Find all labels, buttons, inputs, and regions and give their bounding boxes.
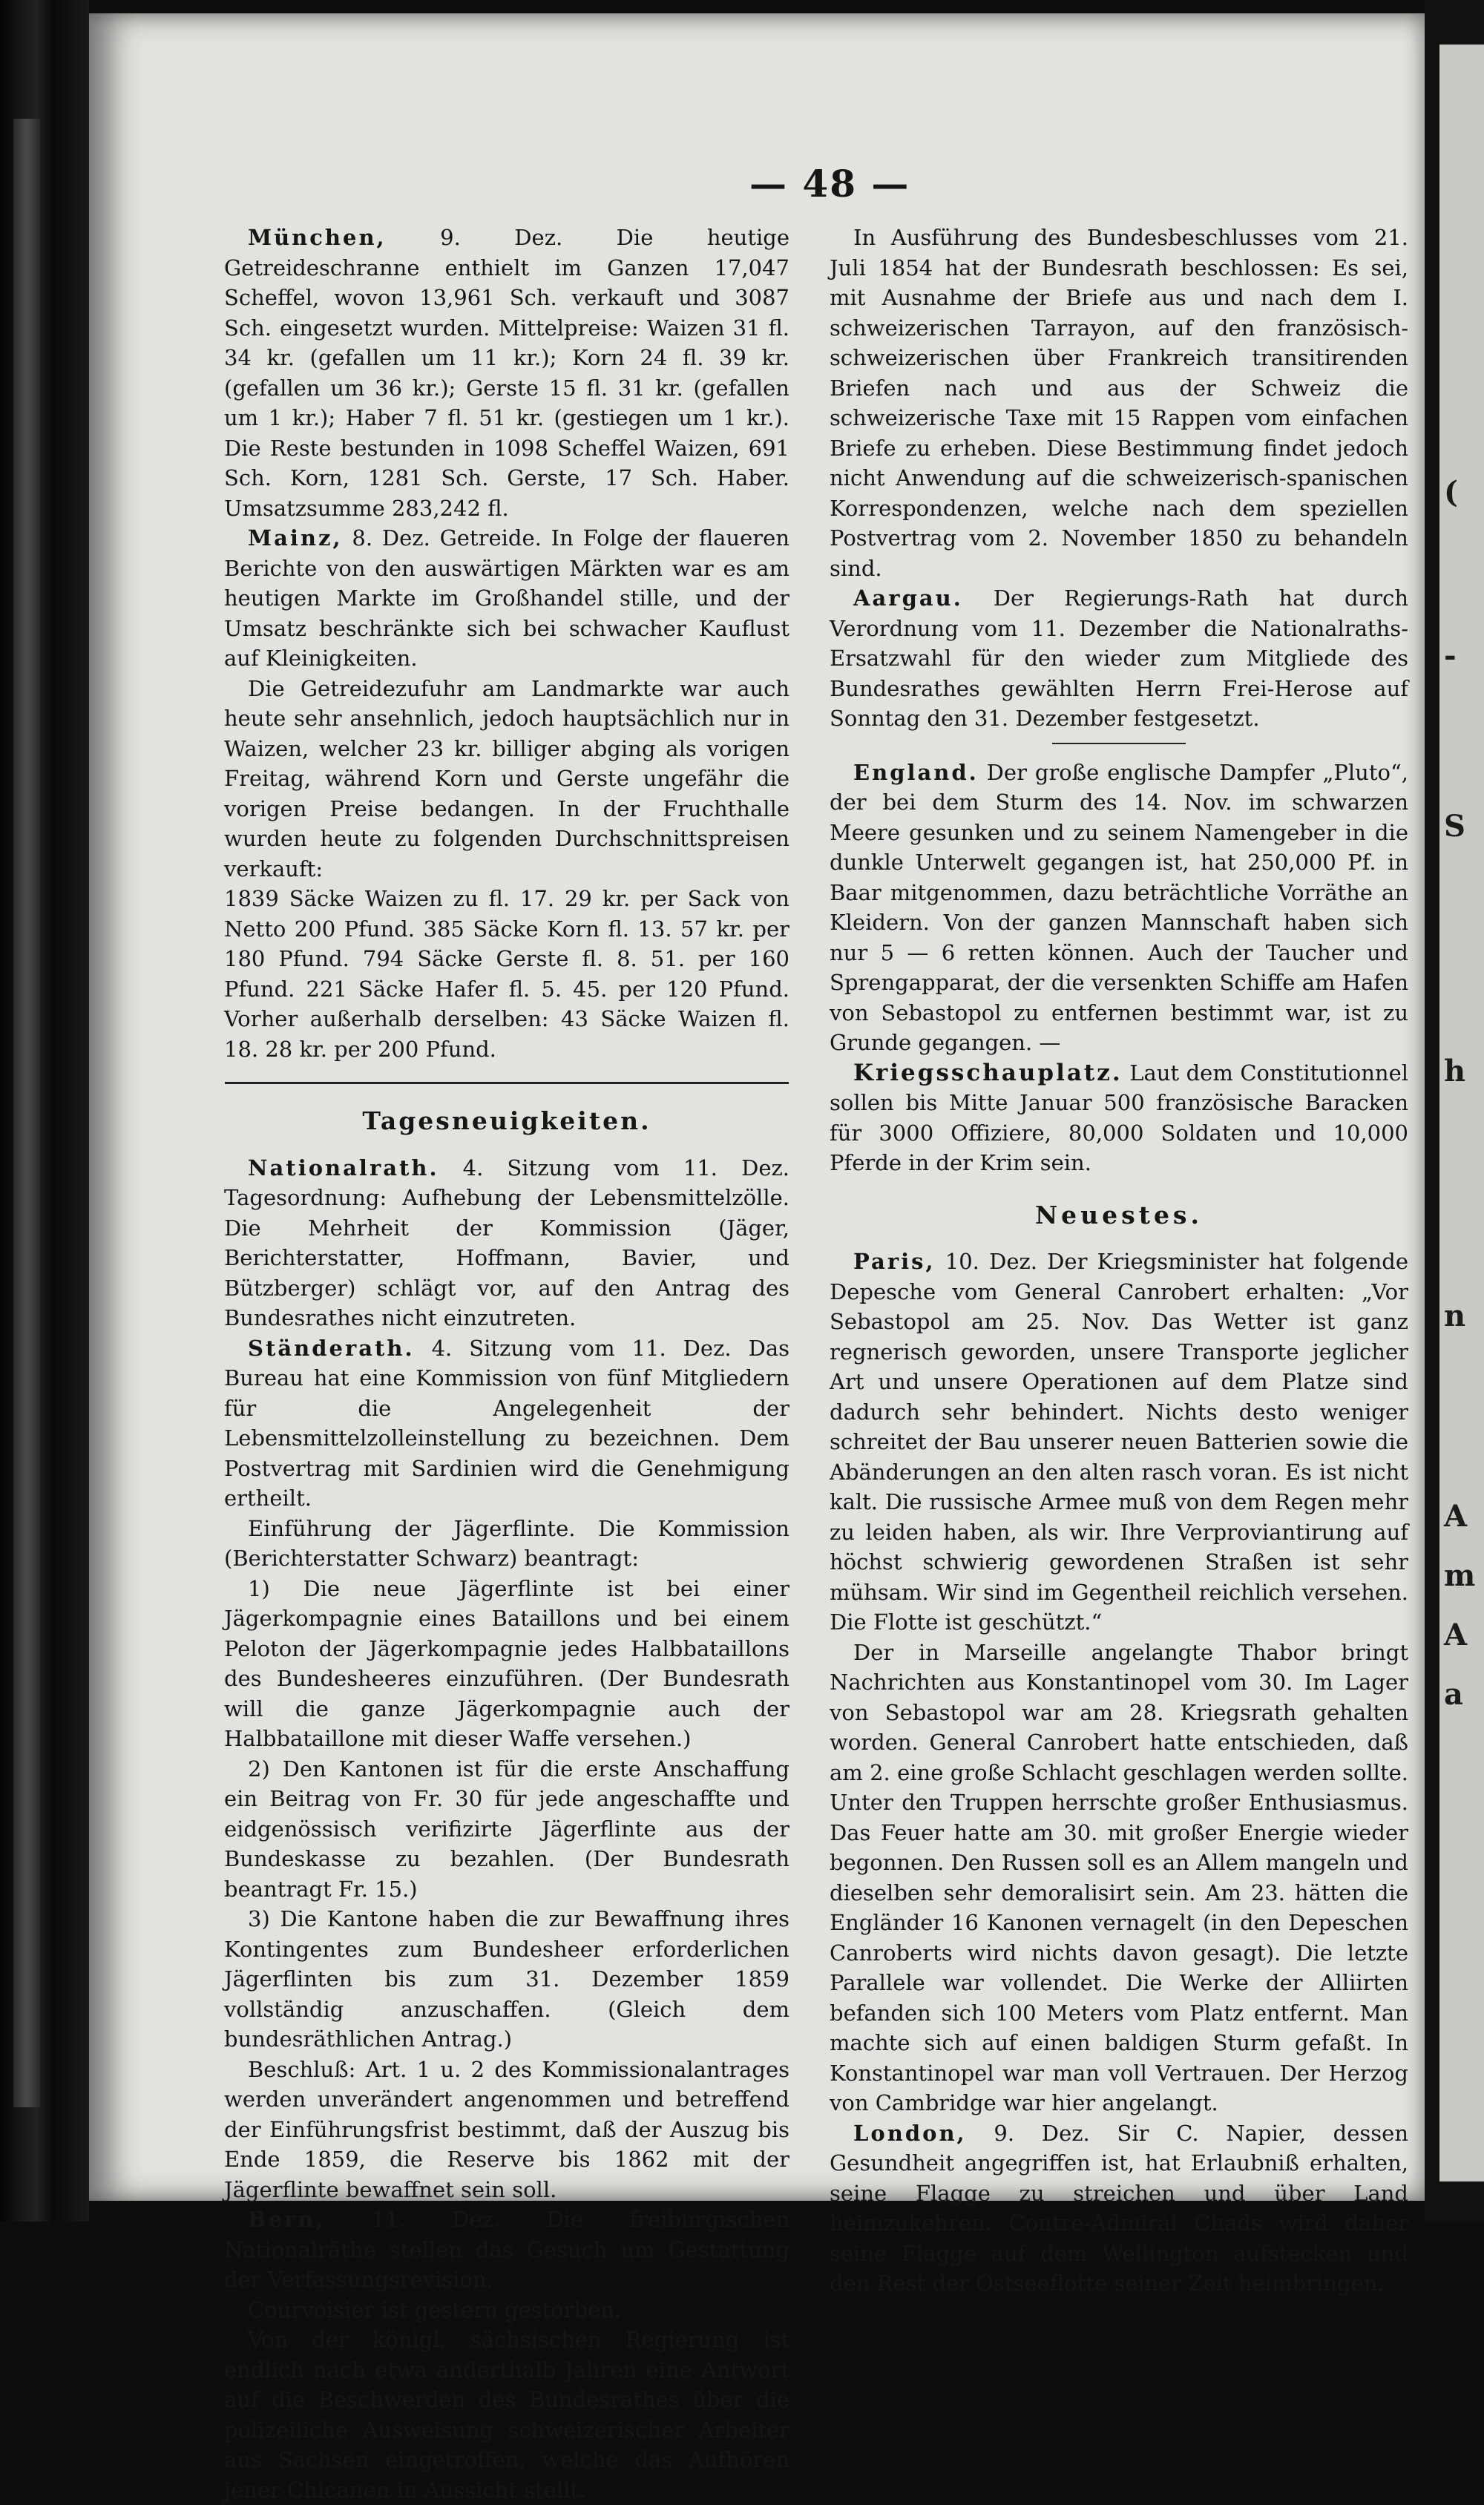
dateline: Aargau. xyxy=(853,585,963,611)
article-paragraph: 1) Die neue Jägerflinte ist bei einer Jägerkompagnie eines Bataillons und bei einem Peloton der Jägerkompagnie jedes Halbbataillons des Bundesheeres einzuführen. (Der Bundesrath will die ganze Jägerkompagnie auch der Halbbataillone mit dieser Waffe versehen.) xyxy=(224,1575,789,1751)
article-text: 9. Dez. Die heutige Getreideschranne enthielt im Ganzen 17,047 Scheffel, wovon 13,961 Sch. verkauft und 3087 Sch. eingesetzt wurden. Mittelpreise: Waizen 31 fl. 34 kr. (gefallen um 11 kr.); Korn 24 fl. 39 kr. (gefallen um 36 kr.); Gerste 15 fl. 31 kr. (gefallen um 1 kr.); Haber 7 fl. 51 kr. (gestiegen um 1 kr.). Die Reste bestunden in 1098 Scheffel Waizen, 691 Sch. Korn, 1281 Sch. Gerste, 17 Sch. Haber. Umsatzsumme 283,242 fl. xyxy=(224,225,790,521)
edge-fragment: n xyxy=(1444,1299,1466,1333)
article-paragraph: Der in Marseille angelangte Thabor bringt Nachrichten aus Konstantinopel vom 30. Im Lager von Sebastopol war am 28. Kriegsrath gehalten worden. General Canrobert hatte entschieden, daß am 2. eine große Schlacht geschlagen werden sollte. Unter den Truppen herrschte großer Enthusiasmus. Das Feuer hatte am 30. mit großer Energie wieder begonnen. Den Russen soll es an Allem mangeln und dieselben sehr demoralisirt sein. Am 23. hätten die Engländer 16 Kanonen vernagelt (in den Depeschen Canroberts wird nichts davon gesagt). Die letzte Parallele war vollendet. Die Werke der Alliirten befanden sich 100 Meters vom Platz entfernt. Man machte sich auf einen baldigen Sturm gefaßt. In Konstantinopel war man voll Vertrauen. Der Herzog von Cambridge war hier angelangt. xyxy=(830,1639,1408,2115)
dateline: Ständerath. xyxy=(248,1335,415,1361)
article-text: 8. Dez. Getreide. In Folge der flaueren Berichte von den auswärtigen Märkten war es am heutigen Markte im Großhandel stille, und der Umsatz beschränkte sich bei schwacher Kauflust auf Kleinigkeiten. xyxy=(224,525,789,671)
edge-fragment: ( xyxy=(1444,475,1458,510)
article-paragraph: In Ausführung des Bundesbeschlusses vom 21. Juli 1854 hat der Bundesrath beschlossen: Es sei, mit Ausnahme der Briefe aus und nach dem I. schweizerischen Tarrayon, auf den französisch-schweizerischen über Frankreich transitirenden Briefen nach und aus der Schweiz die schweizerische Taxe mit 15 Rappen vom einfachen Briefe zu erheben. Diese Bestimmung findet jedoch nicht Anwendung auf die schweizerisch-spanischen Korrespondenzen, welche nach dem speziellen Postvertrag vom 2. November 1850 zu behandeln sind. xyxy=(830,225,1408,581)
adjacent-page-sheet xyxy=(1439,45,1484,2181)
dateline: München, xyxy=(248,225,387,250)
edge-fragment: A xyxy=(1444,1618,1468,1652)
edge-fragment: S xyxy=(1444,809,1465,844)
section-rule xyxy=(1052,743,1186,744)
article-munich xyxy=(224,223,789,523)
article-london xyxy=(830,2118,1408,2299)
article-aargau xyxy=(830,583,1408,734)
article-paragraph: Von der königl. sächsischen Regierung ist endlich nach etwa anderthalb Jahren eine Antwort auf die Beschwerden des Bundesrathes über die polizeiliche Ausweisung schweizerischer Arbeiter aus Sachsen eingetroffen, welche das Aufhören jener Chicanen in Aussicht stellt. xyxy=(224,2327,789,2503)
section-heading: Tagesneuigkeiten. xyxy=(362,1106,651,1135)
article-paragraph: Beschluß: Art. 1 u. 2 des Kommissionalantrages werden unverändert angenommen und betreffend der Einführungsfrist bestimmt, daß der Auszug bis Ende 1859, die Reserve bis 1862 mit der Jägerflinte bewaffnet sein soll. xyxy=(224,2056,789,2202)
article-paris xyxy=(830,1247,1408,1638)
article-text: 4. Sitzung vom 11. Dez. Das Bureau hat eine Kommission von fünf Mitgliedern für die Angelegenheit der Lebensmittelzolleinstellung zu bezeichnen. Dem Postvertrag mit Sardinien wird die Genehmigung ertheilt. xyxy=(224,1335,789,1511)
article-text: 11. Dez. Die freiburgischen Nationalräthe stellen das Gesuch um Gestattung der Verfassungsrevision. xyxy=(224,2207,789,2292)
dateline: Nationalrath. xyxy=(248,1155,439,1181)
edge-fragment: - xyxy=(1444,638,1457,673)
edge-fragment: m xyxy=(1444,1558,1476,1593)
dateline: Paris, xyxy=(853,1249,936,1274)
section-rule xyxy=(225,1082,789,1084)
edge-fragment: a xyxy=(1444,1677,1463,1712)
edge-fragment: h xyxy=(1444,1054,1466,1089)
article-england xyxy=(830,758,1408,1058)
article-text: 10. Dez. Der Kriegsminister hat folgende Depesche vom General Canrobert erhalten: „Vor Sebastopol am 25. Nov. Das Wetter ist ganz regnerisch geworden, unsere Transporte jeglicher Art und unsere Operationen auf dem Platze sind dadurch sehr behindert. Nichts desto weniger schreitet der Bau unserer neuen Batterien sowie die Abänderungen an den alten rasch voran. Es ist nicht kalt. Die russische Armee muß von dem Regen mehr zu leiden haben, als wir. Ihre Verproviantirung auf höchst schwierig gewordenen Straßen ist sehr mühsam. Wir sind im Gegentheil reichlich versehen. Die Flotte ist geschützt.“ xyxy=(830,1249,1408,1635)
article-staenderath xyxy=(224,1333,789,1514)
article-kriegsschauplatz xyxy=(830,1058,1408,1178)
article-text: 4. Sitzung vom 11. Dez. Tagesordnung: Aufhebung der Lebensmittelzölle. Die Mehrheit der Kommission (Jäger, Berichterstatter, Hoffmann, Bavier, und Bützberger) schlägt vor, auf den Antrag des Bundesrathes nicht einzutreten. xyxy=(224,1155,790,1330)
article-text: Der große englische Dampfer „Pluto“, der bei dem Sturm des 14. Nov. im schwarzen Meere gesunken und zu seinem Namengeber in die dunkle Unterwelt gegangen ist, hat 250,000 Pf. in Baar mitgenommen, dazu beträchtliche Vorräthe an Kleidern. Von der ganzen Mannschaft haben sich nur 5 — 6 retten können. Auch der Taucher und Sprengapparat, der die versenkten Schiffe am Hafen von Sebastopol zu entfernen bestimmt war, ist zu Grunde gegangen. — xyxy=(830,759,1409,1055)
article-mainz xyxy=(224,523,789,674)
dateline: Bern, xyxy=(248,2207,326,2232)
article-paragraph: Die Getreidezufuhr am Landmarkte war auch heute sehr ansehnlich, jedoch hauptsächlich nur in Waizen, welcher 23 kr. billiger abging als vorigen Freitag, während Korn und Gerste ungefähr die vorigen Preise bedangen. In der Fruchthalle wurden heute zu folgenden Durchschnittspreisen verkauft: xyxy=(224,675,789,881)
adjacent-page-edge xyxy=(1425,0,1484,2222)
section-heading: Kriegsschauplatz. xyxy=(853,1059,1123,1086)
page-number: — 48 — xyxy=(749,162,910,206)
dateline: London, xyxy=(853,2120,967,2146)
article-paragraph: Courvoisier ist gestern gestorben. xyxy=(248,2296,622,2322)
dateline: England. xyxy=(853,759,979,785)
right-column xyxy=(830,223,1408,2299)
article-paragraph: Einführung der Jägerflinte. Die Kommission (Berichterstatter Schwarz) beantragt: xyxy=(224,1515,789,1571)
section-heading: Neuestes. xyxy=(1034,1200,1204,1229)
edge-fragment: A xyxy=(1444,1499,1468,1534)
article-paragraph: 1839 Säcke Waizen zu fl. 17. 29 kr. per Sack von Netto 200 Pfund. 385 Säcke Korn fl. 13. 57 kr. per 180 Pfund. 794 Säcke Gerste fl. 8. 51. per 160 Pfund. 221 Säcke Hafer fl. 5. 45. per 120 Pfund. Vorher außerhalb derselben: 43 Säcke Waizen fl. 18. 28 kr. per 200 Pfund. xyxy=(224,886,789,1062)
article-text: Laut dem Constitutionnel sollen bis Mitte Januar 500 französische Baracken für 3000 Offiziere, 80,000 Soldaten und 10,000 Pferde in der Krim sein. xyxy=(830,1060,1408,1175)
dateline: Mainz, xyxy=(248,525,343,551)
binding-band xyxy=(13,119,40,2107)
article-text: 9. Dez. Sir C. Napier, dessen Gesundheit angegriffen ist, hat Erlaubniß erhalten, seine Flagge zu streichen und über Land heimzukehren. Contre-Admiral Chads wird daher seine Flagge auf dem Wellington aufstecken und den Rest der Ostseeflotte seiner Zeit heimbringen. xyxy=(830,2120,1408,2296)
left-column xyxy=(224,223,789,2505)
article-paragraph: 2) Den Kantonen ist für die erste Anschaffung ein Beitrag von Fr. 30 für jede angeschaffte und eidgenössisch verifizirte Jägerflinte aus der Bundeskasse zu bezahlen. (Der Bundesrath beantragt Fr. 15.) xyxy=(224,1756,789,1902)
book-spine xyxy=(0,0,89,2222)
article-bern xyxy=(224,2204,789,2295)
article-nationalrath xyxy=(224,1153,789,1333)
article-paragraph: 3) Die Kantone haben die zur Bewaffnung ihres Kontingentes zum Bundesheer erforderlichen Jägerflinten bis zum 31. Dezember 1859 vollständig anzuschaffen. (Gleich dem bundesräthlichen Antrag.) xyxy=(224,1906,789,2052)
article-text: Der Regierungs-Rath hat durch Verordnung vom 11. Dezember die Nationalraths-Ersatzwahl für den wieder zum Mitgliede des Bundesrathes gewählten Herrn Frei-Herose auf Sonntag den 31. Dezember festgesetzt. xyxy=(830,585,1409,731)
